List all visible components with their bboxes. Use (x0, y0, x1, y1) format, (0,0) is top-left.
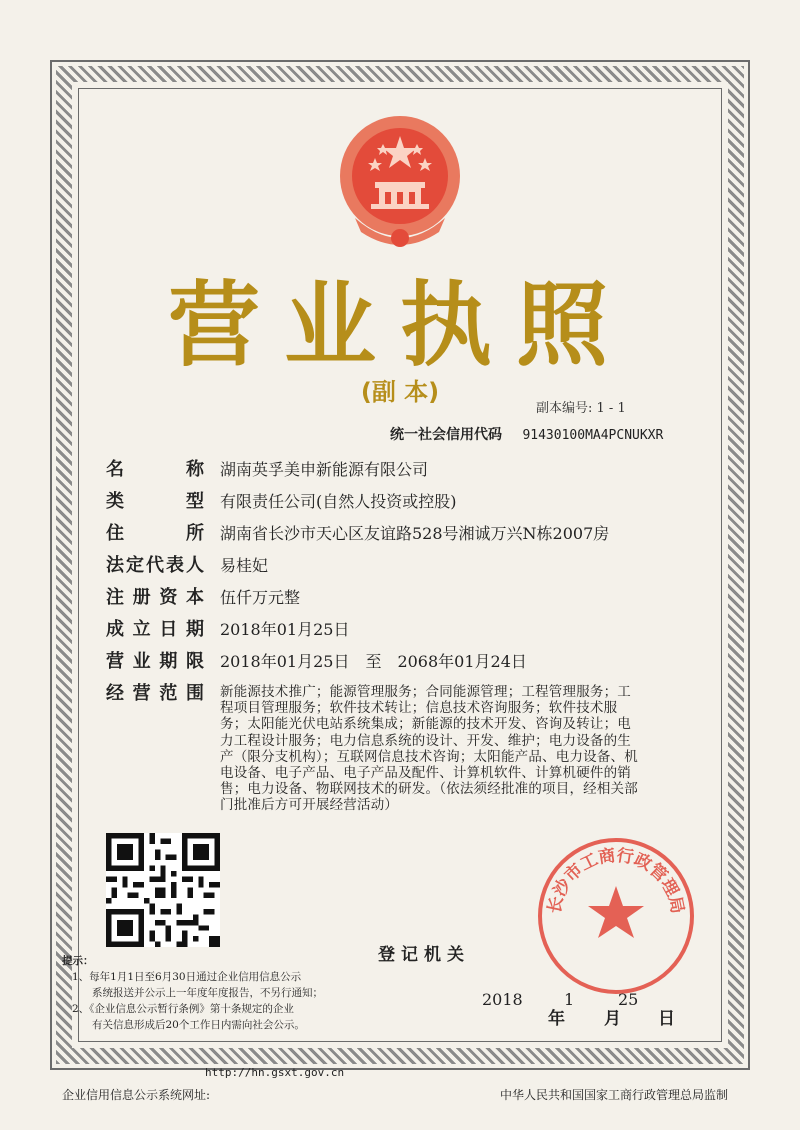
field-label: 法定代表人 (106, 555, 204, 576)
registration-authority: 登记机关 (378, 945, 470, 965)
notice-line: 有关信息形成后20个工作日内需向社会公示。 (92, 1019, 305, 1031)
field-label: 名称 (106, 459, 204, 480)
field-address (106, 522, 666, 546)
field-value: 易桂妃 (220, 556, 269, 575)
notice-heading: 提示： (62, 955, 94, 967)
field-label: 住所 (106, 523, 204, 544)
document-subtitle: (副 本) (360, 378, 440, 406)
notice-line: 2、《企业信息公示暂行条例》第十条规定的企业 (72, 1003, 294, 1015)
field-name (106, 458, 666, 482)
field-value: 湖南英孚美申新能源有限公司 (220, 460, 429, 479)
day-label: 日 (658, 1009, 675, 1029)
issue-year: 2018 (482, 990, 523, 1009)
gsxt-website-link[interactable]: http://hn.gsxt.gov.cn (205, 1066, 345, 1079)
credit-code-label: 统一社会信用代码 (390, 427, 502, 443)
credit-code-value: 91430100MA4PCNUKXR (522, 428, 664, 443)
issue-month: 1 (564, 990, 575, 1009)
qr-code-icon[interactable] (106, 833, 220, 947)
field-value: 2018年01月25日 至 2068年01月24日 (220, 652, 527, 671)
field-value: 新能源技术推广；能源管理服务；合同能源管理；工程管理服务；工程项目管理服务；软件技术转让；信息技术咨询服务；软件技术服务；太阳能光伏电站系统集成；新能源的技术开发、咨询及转让；电力工程设计服务；电力信息系统的设计、开发、维护；电力设备的生产（限分支机构）；互联网信息技术咨询；太阳能产品、电力设备、机电设备、电子产品、电子产品及配件、计算机软件、计算机硬件的销售；电力设备、物联网技术的研发。（依法须经批准的项目，经相关部门批准后方可开展经营活动） (220, 684, 638, 814)
field-establish-date (106, 618, 666, 642)
credit-code-row (390, 424, 663, 444)
issue-day: 25 (618, 990, 639, 1009)
notice-line: 1、每年1月1日至6月30日通过企业信用信息公示 (72, 971, 302, 983)
field-value: 有限责任公司(自然人投资或控股) (220, 492, 457, 511)
field-registered-capital (106, 586, 666, 610)
copy-number: 副本编号: 1 - 1 (536, 401, 626, 416)
field-type (106, 490, 666, 514)
field-value: 湖南省长沙市天心区友谊路528号湘诚万兴N栋2007房 (220, 524, 610, 543)
field-value: 2018年01月25日 (220, 620, 350, 639)
field-business-scope (106, 682, 666, 814)
field-business-term (106, 650, 666, 674)
field-label: 经营范围 (106, 683, 204, 704)
field-label: 成立日期 (106, 619, 204, 640)
national-emblem-icon (335, 108, 465, 258)
license-fields (106, 458, 666, 822)
field-label: 营业期限 (106, 651, 204, 672)
field-label: 注册资本 (106, 587, 204, 608)
field-value: 伍仟万元整 (220, 588, 301, 607)
field-legal-representative (106, 554, 666, 578)
footer-supervisor: 中华人民共和国国家工商行政管理总局监制 (500, 1088, 729, 1102)
footer-website-label: 企业信用信息公示系统网址: (62, 1088, 211, 1102)
year-label: 年 (548, 1009, 565, 1029)
field-label: 类型 (106, 491, 204, 512)
month-label: 月 (604, 1009, 621, 1029)
notice-line: 系统报送并公示上一年度年度报告，不另行通知； (92, 987, 323, 999)
notice-block (62, 953, 323, 1033)
official-seal-icon (536, 836, 696, 996)
document-title: 营业执照 (167, 272, 632, 379)
seal-text: 长沙市工商行政管理局 (544, 845, 688, 916)
